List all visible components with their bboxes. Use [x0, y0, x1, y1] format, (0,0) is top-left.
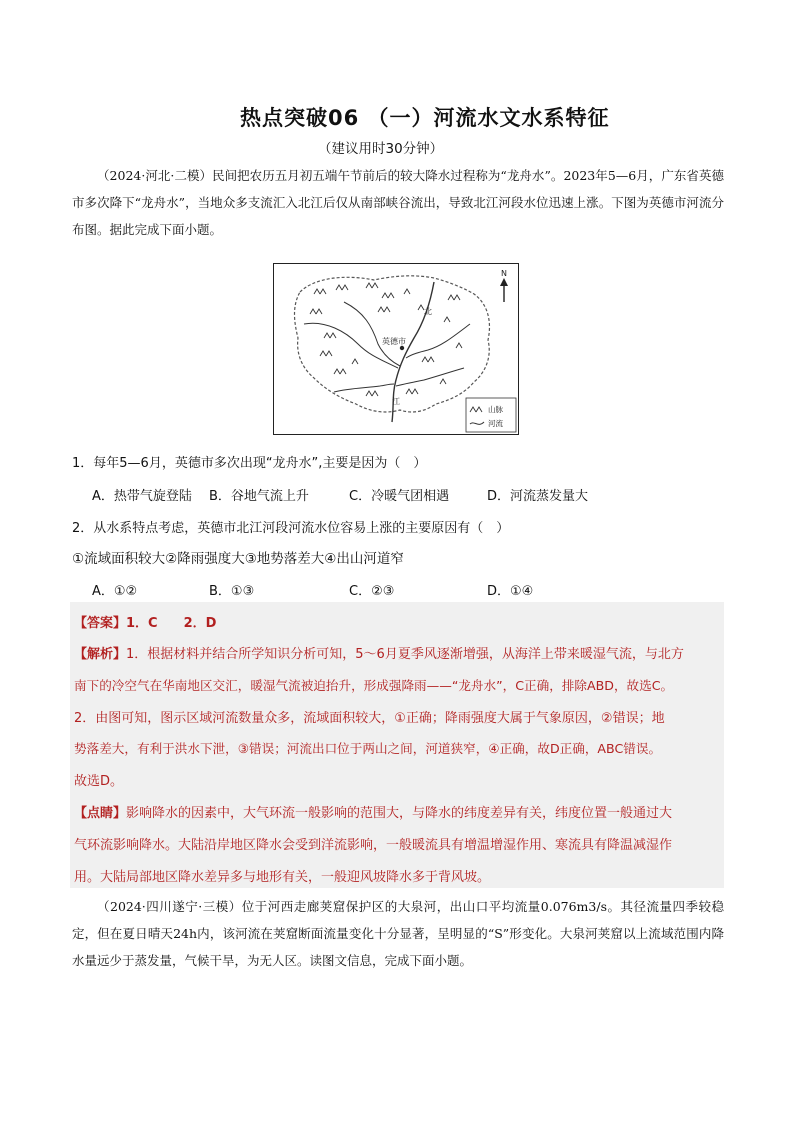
q2-option-d[interactable]: D．①④	[487, 584, 534, 599]
q1-option-a[interactable]: A．热带气旋登陆	[92, 489, 192, 504]
analysis-text-1: 1．根据材料并结合所学知识分析可知，5～6月夏季风逐渐增强，从海洋上带来暖湿气流，与北方	[126, 647, 684, 662]
q2-option-c[interactable]: C．②③	[349, 584, 395, 599]
river-label-south: 江	[392, 397, 400, 406]
q1-option-c[interactable]: C．冷暖气团相遇	[349, 489, 450, 504]
legend-mountain-label: 山脉	[488, 405, 503, 414]
page-title: 热点突破06 （一）河流水文水系特征	[240, 106, 610, 130]
tip-line-1	[74, 802, 672, 821]
river-label-north: 北	[424, 307, 432, 316]
material-2-text: 位于河西走廊荚窟保护区的大泉河，出山口平均流量0.076m3/s。其径流量四季较稳定，但在夏日晴天24h内，该河流在荚窟断面流量变化十分显著，呈明显的“S”形变化。大泉河荚窟以上流域范围内降水量远少于蒸发量，气候干旱，为无人区。读图文信息，完成下面小题。	[72, 899, 724, 968]
page-subtitle: （建议用时30分钟）	[318, 141, 444, 157]
question-2-items: ①流域面积较大②降雨强度大③地势落差大④出山河道窄	[72, 551, 404, 567]
north-label: N	[501, 269, 507, 278]
tributary-southeast	[396, 368, 464, 386]
tip-line-2: 气环流影响降水。大陆沿岸地区降水会受到洋流影响，一般暖流具有增温增湿作用、寒流具有降温减湿作	[74, 838, 673, 853]
question-1-options	[92, 485, 588, 504]
river-map-figure	[273, 263, 519, 435]
q1-option-b[interactable]: B．谷地气流上升	[209, 489, 309, 504]
question-2-stem: 2．从水系特点考虑，英德市北江河段河流水位容易上涨的主要原因有（ ）	[72, 521, 510, 536]
answer-text: 1．C 2．D	[126, 616, 217, 631]
material-2-source: （2024·四川遂宁·三模）	[97, 899, 242, 914]
analysis-line-1	[74, 643, 684, 662]
city-marker	[400, 346, 404, 350]
tip-text-1: 影响降水的因素中，大气环流一般影响的范围大，与降水的纬度差异有关，纬度位置一般通过大	[126, 806, 673, 821]
legend-river-label: 河流	[488, 419, 503, 428]
tip-line-3: 用。大陆局部地区降水差异多与地形有关，一般迎风坡降水多于背风坡。	[74, 870, 491, 885]
analysis-line-4: 势落差大，有利于洪水下泄，③错误；河流出口位于两山之间，河道狭窄，④正确，故D正确，ABC错误。	[74, 741, 662, 756]
tip-label: 【点睛】	[74, 806, 127, 821]
answer-label: 【答案】	[74, 616, 127, 631]
material-1-source: （2024·河北·二模）	[97, 168, 213, 183]
tributary-east	[406, 324, 470, 358]
analysis-line-2: 南下的冷空气在华南地区交汇，暖湿气流被迫抬升，形成强降雨——“龙舟水”，C正确，排除ABD，故选C。	[74, 678, 674, 693]
answer-line	[74, 612, 216, 631]
material-2-paragraph	[72, 893, 724, 974]
tributary-southwest	[334, 384, 394, 392]
city-label: 英德市	[382, 337, 406, 346]
analysis-line-5: 故选D。	[74, 774, 124, 789]
river-map-svg	[274, 264, 518, 434]
q1-option-d[interactable]: D．河流蒸发量大	[487, 489, 589, 504]
question-2-options	[92, 580, 533, 599]
q2-option-a[interactable]: A．①②	[92, 584, 138, 599]
analysis-label: 【解析】	[74, 647, 127, 662]
north-arrowhead-icon	[500, 278, 508, 286]
material-1-text: 民间把农历五月初五端午节前后的较大降水过程称为“龙舟水”。2023年5—6月，广东省英德市多次降下“龙舟水”，当地众多支流汇入北江后仅从南部峡谷流出，导致北江河段水位迅速上涨。下图为英德市河流分布图。据此完成下面小题。	[72, 168, 724, 237]
tributary-northwest	[344, 302, 400, 366]
q2-option-b[interactable]: B．①③	[209, 584, 255, 599]
material-1-paragraph	[72, 162, 724, 243]
analysis-line-3: 2．由图可知，图示区域河流数量众多，流域面积较大，①正确；降雨强度大属于气象原因，②错误；地	[74, 711, 665, 726]
question-1-stem: 1．每年5—6月，英德市多次出现“龙舟水”,主要是因为（ ）	[72, 456, 427, 471]
